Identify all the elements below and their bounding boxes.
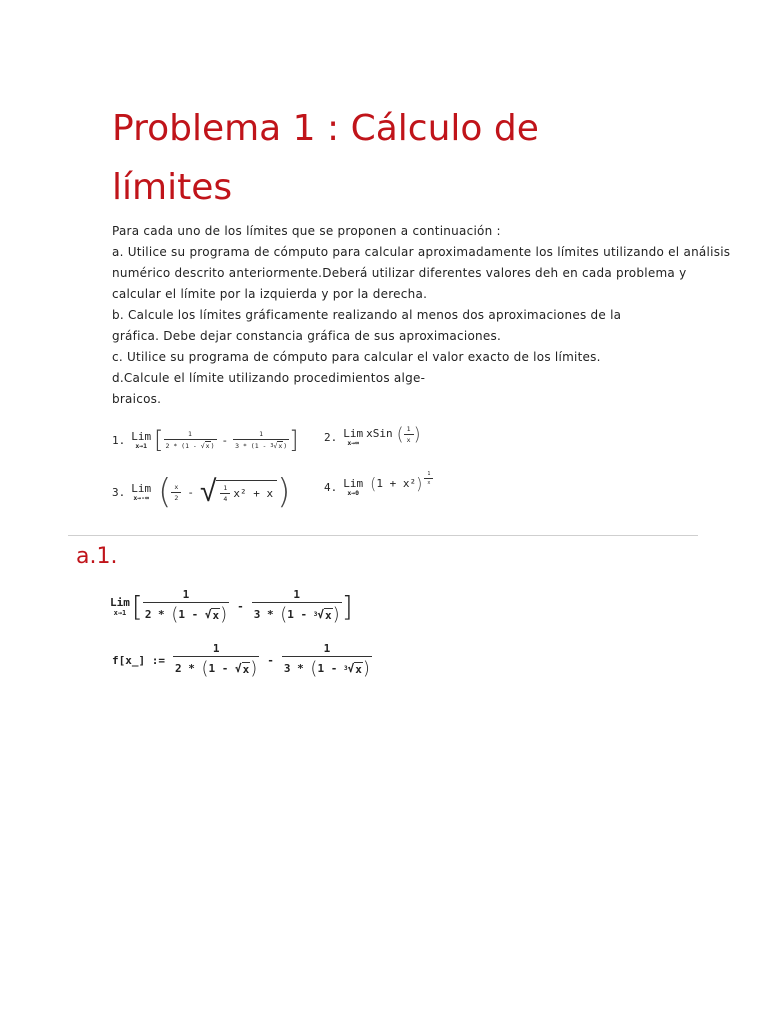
denominator-term: 1 - bbox=[254, 441, 267, 450]
limit-operator bbox=[343, 428, 363, 447]
denominator: 2 * ( 1 - √ x ) bbox=[144, 604, 228, 625]
instructions-text bbox=[112, 221, 731, 410]
right-bracket: ] bbox=[341, 589, 353, 623]
numerator: x bbox=[174, 482, 179, 491]
exponent-fraction bbox=[424, 471, 433, 486]
problem-number: 4. bbox=[324, 481, 338, 494]
numerator: 1 bbox=[182, 588, 190, 601]
right-paren: ) bbox=[413, 424, 421, 445]
limit-operator bbox=[343, 478, 363, 497]
denominator-term: 1 - bbox=[287, 608, 308, 621]
radicand: x bbox=[278, 442, 283, 450]
numerator: 1 bbox=[259, 430, 264, 438]
denominator-factor: 3 * bbox=[283, 662, 304, 675]
denominator: x bbox=[406, 436, 411, 444]
limit-expression bbox=[110, 588, 353, 625]
limit-subscript: x→1 bbox=[135, 441, 148, 450]
fraction-2 bbox=[282, 642, 372, 679]
fraction bbox=[171, 483, 181, 502]
problem-1 bbox=[112, 426, 299, 454]
limit-subscript: x→1 bbox=[113, 608, 127, 617]
numerator: 1 bbox=[223, 483, 228, 492]
limit-subscript: x→0 bbox=[347, 489, 360, 497]
denominator-term: 1 - bbox=[185, 441, 197, 450]
radicand: x bbox=[205, 442, 210, 450]
instruction-line: calcular el límite por la izquierda y por la derecha. bbox=[112, 287, 428, 301]
left-paren: ( bbox=[370, 474, 377, 493]
left-paren: ( bbox=[158, 472, 172, 512]
denominator: 4 bbox=[223, 494, 228, 503]
right-paren: ) bbox=[416, 474, 423, 493]
limit-word: Lim bbox=[343, 427, 364, 440]
page-title-line-1: Problema 1 : Cálculo de bbox=[112, 108, 539, 149]
left-bracket: [ bbox=[154, 426, 164, 454]
denominator: x bbox=[427, 480, 431, 486]
problem-number: 1. bbox=[112, 433, 126, 447]
instruction-line: c. Utilice su programa de cómputo para calcular el valor exacto de los límites. bbox=[112, 350, 601, 364]
limit-operator bbox=[131, 483, 151, 502]
denominator: 3 * ( 1 - 3 √ x ) bbox=[253, 604, 340, 625]
base-expression: 1 + x² bbox=[376, 477, 417, 490]
limit-body: xSin bbox=[366, 427, 393, 440]
function-lhs: f[x_] := bbox=[112, 654, 165, 667]
limit-operator bbox=[131, 431, 151, 450]
numerator: 1 bbox=[427, 471, 431, 477]
square-root: √ $\frac{1}{4}$ x² + x bbox=[200, 477, 277, 507]
problem-number: 3. bbox=[112, 485, 126, 499]
minus-operator: - bbox=[267, 654, 274, 667]
limit-word: Lim bbox=[131, 429, 152, 443]
root-index: 3 bbox=[313, 611, 318, 618]
function-definition bbox=[112, 642, 372, 679]
minus-operator: - bbox=[221, 433, 229, 447]
radicand: x bbox=[242, 662, 250, 676]
instruction-line: b. Calcule los límites gráficamente realizando al menos dos aproximaciones de la bbox=[112, 308, 622, 322]
denominator-factor: 2 * bbox=[165, 441, 178, 450]
left-paren: ( bbox=[396, 424, 404, 445]
radicand: x bbox=[212, 608, 220, 622]
problem-4 bbox=[324, 471, 433, 497]
fraction-1 bbox=[164, 430, 217, 450]
radicand-rest: x² + x bbox=[233, 486, 274, 500]
limit-subscript: x→∞ bbox=[347, 439, 360, 447]
section-heading: a.1. bbox=[76, 544, 118, 569]
denominator: 2 * ( 1 - √ x ) bbox=[165, 441, 215, 450]
denominator-term: 1 - bbox=[208, 662, 229, 675]
instruction-line: a. Utilice su programa de cómputo para calcular aproximadamente los límites utilizando el análisis bbox=[112, 245, 731, 259]
root-index: 3 bbox=[270, 442, 274, 449]
fraction-1 bbox=[173, 642, 259, 679]
numerator: 1 bbox=[293, 588, 301, 601]
limit-word: Lim bbox=[343, 477, 364, 490]
numerator: 1 bbox=[323, 642, 331, 655]
fraction bbox=[404, 425, 414, 444]
fraction bbox=[220, 484, 230, 503]
instruction-line: d.Calcule el límite utilizando procedimientos alge- bbox=[112, 371, 426, 385]
radicand: x bbox=[325, 608, 332, 622]
root-index: 3 bbox=[343, 665, 348, 672]
instruction-line: braicos. bbox=[112, 392, 162, 406]
denominator: 2 * ( 1 - √ x ) bbox=[174, 658, 258, 679]
denominator-term: 1 - bbox=[178, 608, 199, 621]
denominator-factor: 2 * bbox=[174, 662, 195, 675]
numerator: 1 bbox=[406, 425, 411, 433]
denominator: 2 bbox=[174, 493, 179, 502]
fraction-2 bbox=[252, 588, 342, 625]
right-paren: ) bbox=[277, 472, 291, 512]
fraction-1 bbox=[143, 588, 229, 625]
denominator-factor: 2 * bbox=[144, 608, 165, 621]
denominator-term: 1 - bbox=[317, 662, 338, 675]
right-bracket: ] bbox=[289, 426, 299, 454]
minus-operator: - bbox=[237, 600, 244, 613]
instruction-line: Para cada uno de los límites que se proponen a continuación : bbox=[112, 224, 501, 238]
numerator: 1 bbox=[212, 642, 220, 655]
denominator-factor: 3 * bbox=[253, 608, 274, 621]
denominator: 3 * ( 1 - 3 √ x ) bbox=[235, 441, 288, 450]
fraction-2 bbox=[233, 430, 289, 450]
problem-number: 2. bbox=[324, 431, 338, 444]
instruction-line: numérico descrito anteriormente.Deberá utilizar diferentes valores deh en cada problema y bbox=[112, 266, 687, 280]
section-divider bbox=[68, 535, 698, 536]
page-title-line-2: límites bbox=[112, 167, 233, 208]
problem-3 bbox=[112, 472, 290, 512]
radicand: x bbox=[355, 662, 362, 676]
numerator: 1 bbox=[188, 430, 192, 438]
limit-subscript: x→-∞ bbox=[133, 493, 150, 502]
minus-operator: - bbox=[187, 485, 194, 499]
limit-word: Lim bbox=[131, 481, 152, 495]
left-bracket: [ bbox=[131, 589, 143, 623]
denominator: 3 * ( 1 - 3 √ x ) bbox=[283, 658, 370, 679]
denominator-factor: 3 * bbox=[235, 441, 247, 450]
limit-word: Lim bbox=[110, 595, 130, 609]
problem-2 bbox=[324, 424, 421, 447]
limit-operator bbox=[110, 597, 130, 617]
instruction-line: gráfica. Debe dejar constancia gráfica de sus aproximaciones. bbox=[112, 329, 502, 343]
